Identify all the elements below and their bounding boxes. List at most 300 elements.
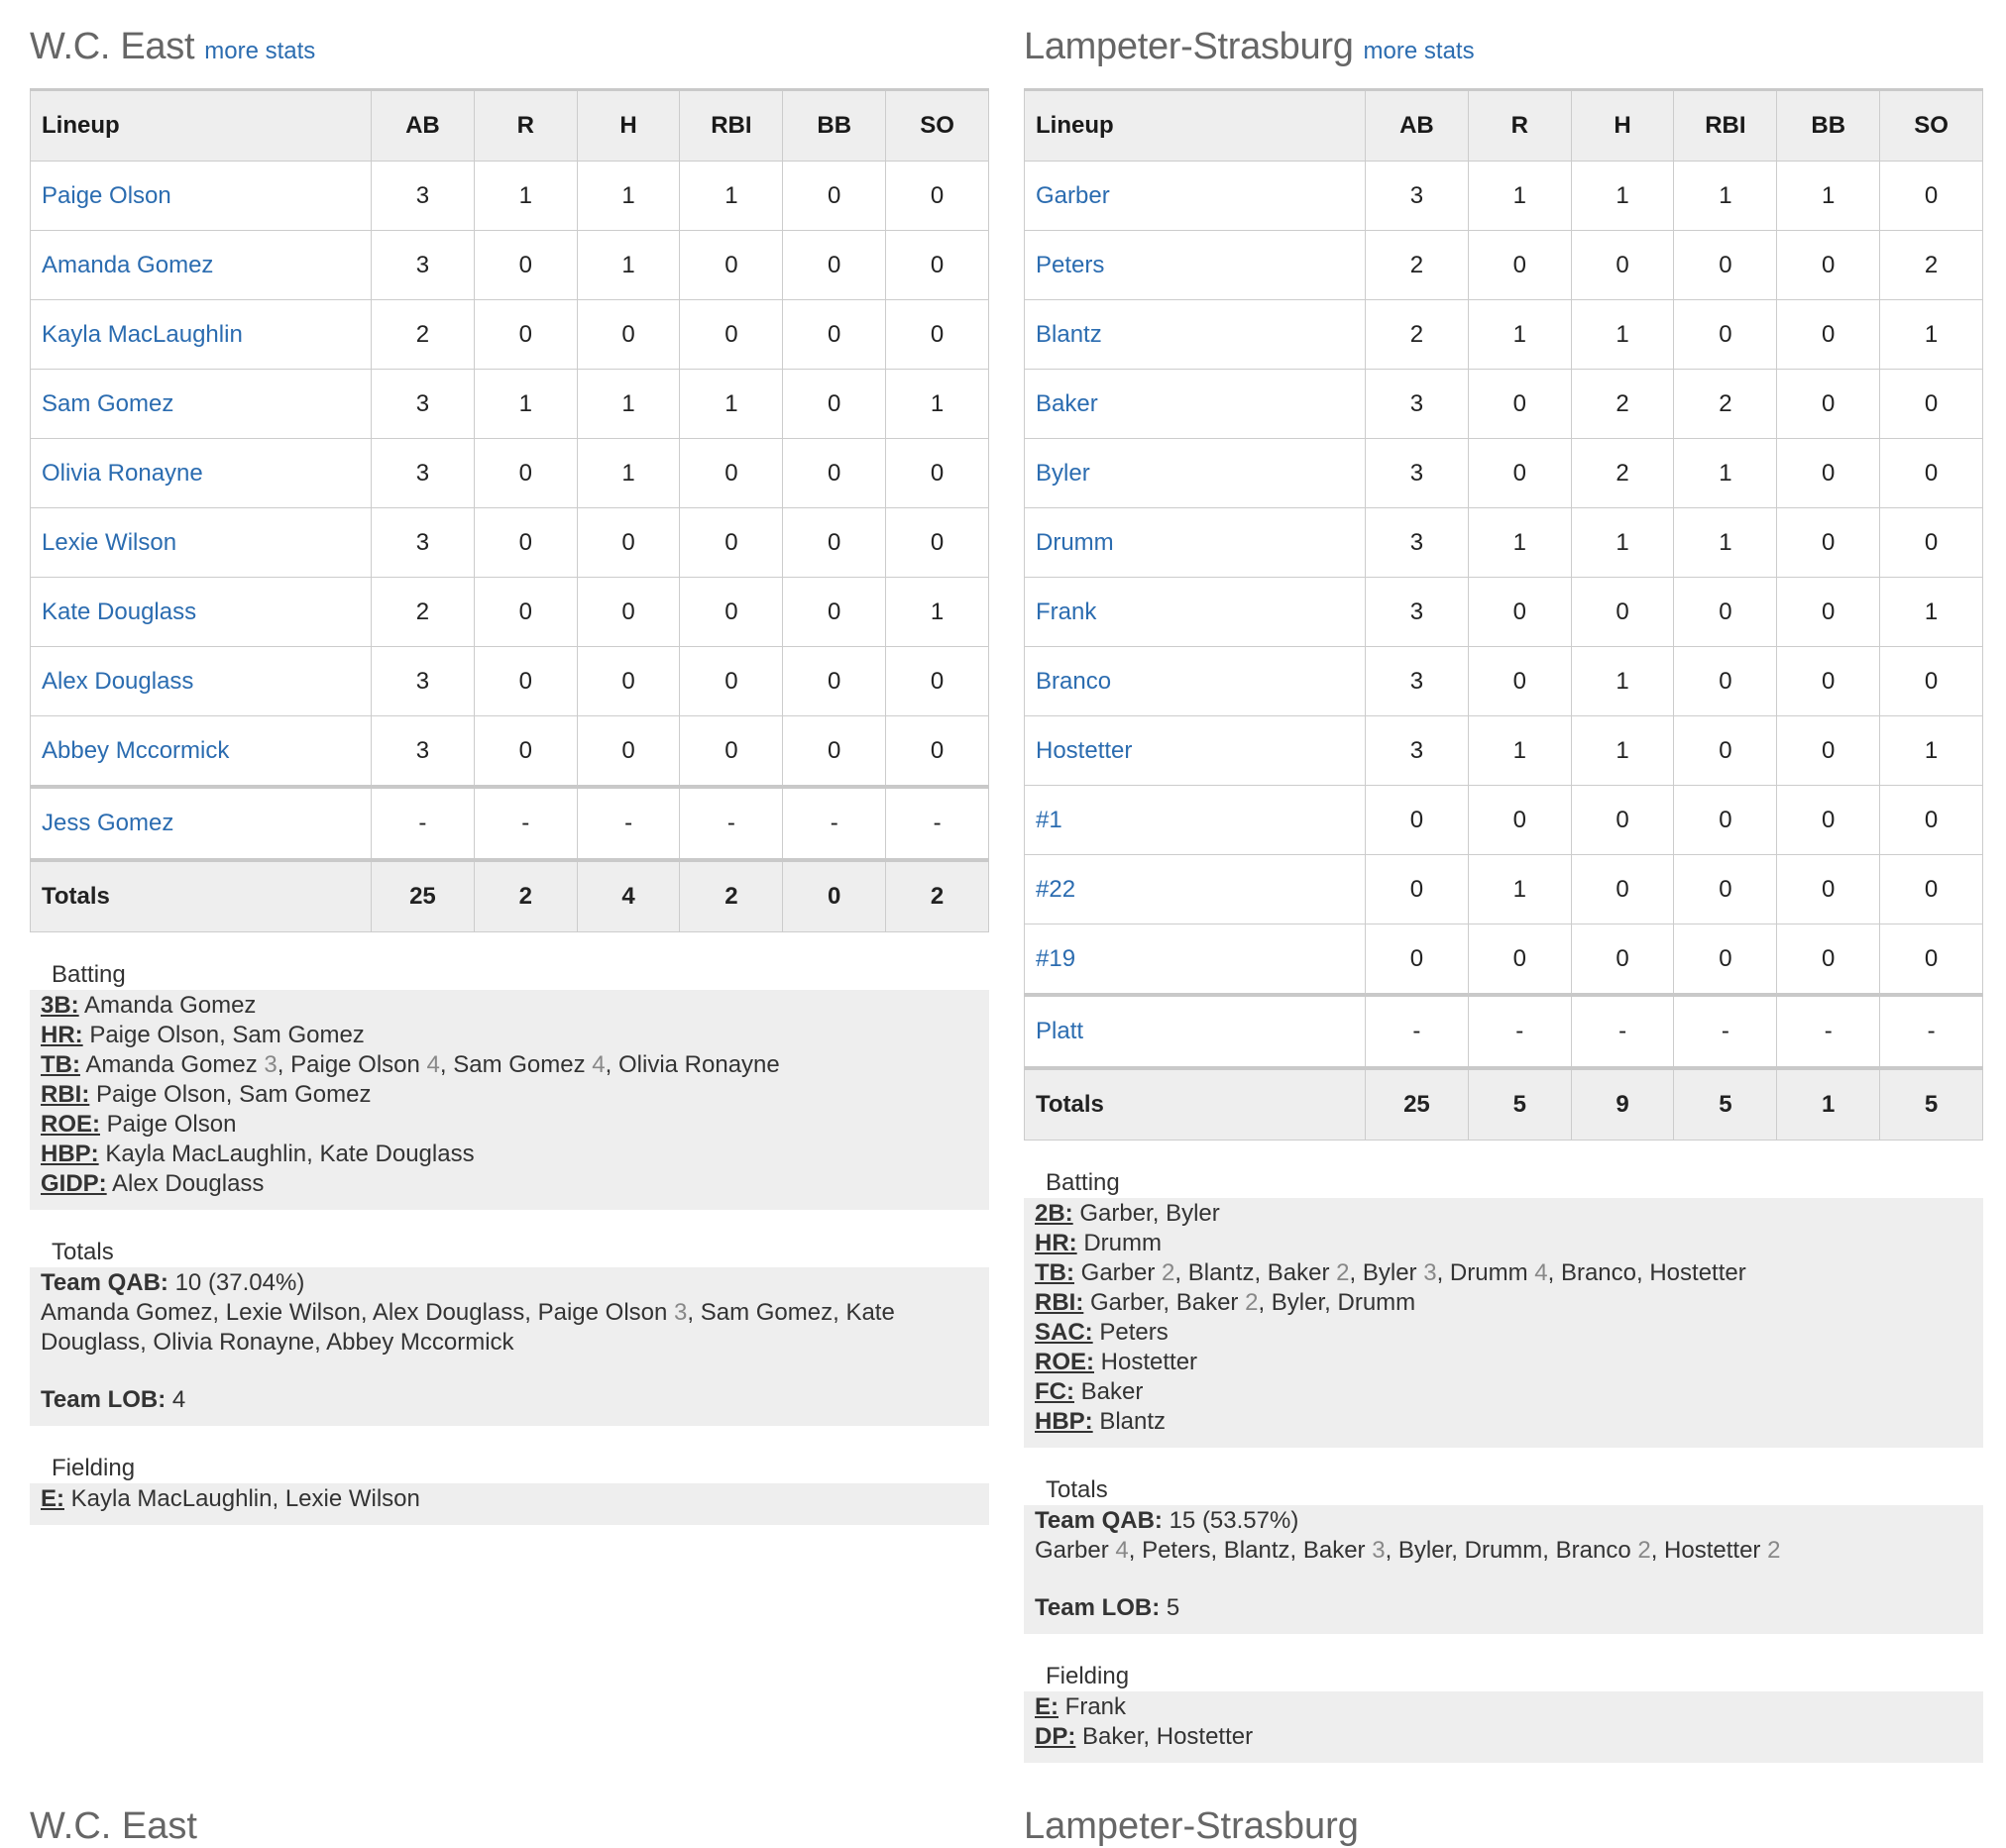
player-link[interactable]: Amanda Gomez bbox=[42, 251, 214, 278]
player-link[interactable]: Frank bbox=[1036, 598, 1097, 625]
stat-cell-so: 1 bbox=[1880, 300, 1983, 370]
stat-cell-rbi: - bbox=[1674, 995, 1777, 1068]
player-row bbox=[31, 787, 989, 860]
stat-cell-so: 0 bbox=[1880, 647, 1983, 716]
stat-line bbox=[1035, 1692, 1972, 1722]
player-name: Sam Gomez bbox=[232, 1022, 365, 1048]
player-name: Amanda Gomez bbox=[85, 1051, 258, 1078]
stat-cell-h: 1 bbox=[577, 370, 680, 439]
player-row bbox=[1025, 231, 1983, 300]
stat-cell-so: 2 bbox=[886, 860, 989, 932]
player-link[interactable]: Drumm bbox=[1036, 528, 1114, 556]
player-link[interactable]: #22 bbox=[1036, 875, 1076, 903]
stat-cell-rbi: 0 bbox=[680, 716, 783, 788]
column-header-ab: AB bbox=[1366, 90, 1469, 162]
stat-cell-h: - bbox=[577, 787, 680, 860]
stat-cell-bb: 0 bbox=[1777, 924, 1880, 996]
player-name: Byler bbox=[1166, 1200, 1220, 1227]
next-team-heading: Lampeter-Strasburg bbox=[1024, 1805, 1359, 1847]
player-row bbox=[1025, 370, 1983, 439]
player-name: Amanda Gomez bbox=[41, 1299, 213, 1326]
stat-count: 2 bbox=[1245, 1289, 1259, 1316]
player-row bbox=[1025, 578, 1983, 647]
stat-cell-bb: 0 bbox=[783, 860, 886, 932]
player-row bbox=[31, 647, 989, 716]
stat-label: RBI: bbox=[1035, 1289, 1084, 1316]
stat-cell-ab: 3 bbox=[1366, 578, 1469, 647]
player-name: Paige Olson bbox=[106, 1111, 237, 1138]
stat-cell-rbi: - bbox=[680, 787, 783, 860]
stat-cell-ab: - bbox=[1366, 995, 1469, 1068]
team-qab bbox=[1035, 1506, 1972, 1536]
qab-players: Garber 4, Peters, Blantz, Baker 3, Byler, Drumm, Branco 2, Hostetter 2 bbox=[1035, 1537, 1781, 1564]
stat-cell-ab: 25 bbox=[372, 860, 475, 932]
stat-line bbox=[1035, 1318, 1972, 1348]
stat-line: HR: Paige Olson, Sam Gomez bbox=[41, 1022, 365, 1048]
player-name: Drumm bbox=[1464, 1537, 1543, 1564]
stat-cell-h: 0 bbox=[1571, 231, 1674, 300]
player-link[interactable]: Alex Douglass bbox=[42, 667, 194, 695]
totals-section bbox=[30, 1238, 989, 1426]
player-name: Paige Olson bbox=[537, 1299, 668, 1326]
stat-cell-ab: 3 bbox=[1366, 370, 1469, 439]
table-header-row bbox=[1025, 90, 1983, 162]
stat-cell-bb: 0 bbox=[783, 716, 886, 788]
stat-count: 3 bbox=[1372, 1537, 1386, 1564]
stat-cell-h: 1 bbox=[1571, 300, 1674, 370]
player-row bbox=[1025, 508, 1983, 578]
stat-label: GIDP: bbox=[41, 1170, 107, 1197]
player-name: Peters bbox=[1142, 1537, 1211, 1564]
team-panel-wc-east bbox=[30, 26, 989, 1525]
stat-cell-r: 0 bbox=[1468, 578, 1571, 647]
stat-cell-rbi: 0 bbox=[680, 300, 783, 370]
player-row bbox=[31, 370, 989, 439]
column-header-so: SO bbox=[886, 90, 989, 162]
stat-cell-h: 2 bbox=[1571, 370, 1674, 439]
player-row bbox=[1025, 716, 1983, 786]
player-name-cell bbox=[1025, 508, 1366, 578]
stat-cell-rbi: 2 bbox=[1674, 370, 1777, 439]
stat-cell-ab: 3 bbox=[372, 439, 475, 508]
stat-cell-bb: 0 bbox=[783, 439, 886, 508]
stat-cell-rbi: 0 bbox=[1674, 855, 1777, 924]
stat-cell-r: 1 bbox=[1468, 300, 1571, 370]
player-name-cell bbox=[1025, 300, 1366, 370]
batting-details bbox=[1024, 1198, 1983, 1448]
fielding-title: Fielding bbox=[52, 1455, 136, 1481]
player-name: Peters bbox=[1099, 1319, 1169, 1346]
player-name: Branco bbox=[1555, 1537, 1631, 1564]
totals-row bbox=[31, 860, 989, 932]
stat-cell-r: 1 bbox=[1468, 508, 1571, 578]
stat-label: HBP: bbox=[1035, 1408, 1093, 1435]
stat-cell-ab: 2 bbox=[1366, 231, 1469, 300]
stat-cell-rbi: 1 bbox=[680, 162, 783, 231]
spacer bbox=[1035, 1566, 1972, 1593]
player-name-cell bbox=[1025, 370, 1366, 439]
player-link[interactable]: Hostetter bbox=[1036, 736, 1133, 764]
stat-cell-h: 1 bbox=[577, 439, 680, 508]
player-name-cell bbox=[1025, 439, 1366, 508]
player-row bbox=[31, 162, 989, 231]
player-name: Paige Olson bbox=[96, 1081, 226, 1108]
stat-cell-r: 0 bbox=[1468, 370, 1571, 439]
stat-cell-so: 0 bbox=[886, 231, 989, 300]
more-stats-link[interactable]: more stats bbox=[1363, 38, 1475, 64]
player-name-cell bbox=[31, 439, 372, 508]
stat-cell-r: 0 bbox=[474, 231, 577, 300]
totals-label: Totals bbox=[31, 860, 372, 932]
stat-cell-r: 0 bbox=[1468, 231, 1571, 300]
player-name: Abbey Mccormick bbox=[326, 1329, 514, 1356]
stat-cell-bb: 0 bbox=[783, 370, 886, 439]
stat-cell-r: - bbox=[474, 787, 577, 860]
stat-label: DP: bbox=[1035, 1723, 1076, 1750]
player-name-cell bbox=[1025, 924, 1366, 996]
spacer bbox=[41, 1358, 978, 1385]
stat-cell-r: - bbox=[1468, 995, 1571, 1068]
stat-cell-so: 0 bbox=[1880, 162, 1983, 231]
team-name: Lampeter-Strasburg bbox=[1024, 26, 1354, 67]
batting-section bbox=[1024, 1168, 1983, 1448]
qab-value: 15 (53.57%) bbox=[1169, 1507, 1299, 1534]
player-name: Byler bbox=[1397, 1537, 1452, 1564]
player-name: Garber bbox=[1035, 1537, 1109, 1564]
stat-label: HBP: bbox=[41, 1141, 99, 1167]
stat-count: 3 bbox=[264, 1051, 278, 1078]
player-name: Kayla MacLaughlin bbox=[105, 1141, 307, 1167]
stat-cell-h: 0 bbox=[1571, 786, 1674, 855]
team-qab bbox=[41, 1268, 978, 1298]
player-name-cell bbox=[1025, 578, 1366, 647]
stat-cell-ab: 3 bbox=[1366, 647, 1469, 716]
player-name: Sam Gomez bbox=[239, 1081, 372, 1108]
player-name: Byler bbox=[1271, 1289, 1325, 1316]
stat-cell-bb: 0 bbox=[783, 231, 886, 300]
stat-cell-bb: 0 bbox=[1777, 716, 1880, 786]
fielding-details bbox=[1024, 1691, 1983, 1763]
stat-cell-h: 9 bbox=[1571, 1068, 1674, 1141]
player-name-cell bbox=[31, 508, 372, 578]
stat-line: TB: Garber 2, Blantz, Baker 2, Byler 3, Drumm 4, Branco, Hostetter bbox=[1035, 1259, 1746, 1286]
stat-cell-h: 0 bbox=[577, 716, 680, 788]
player-name-cell bbox=[1025, 231, 1366, 300]
stat-line bbox=[41, 1110, 978, 1140]
batting-details bbox=[30, 990, 989, 1210]
player-link[interactable]: Byler bbox=[1036, 459, 1090, 487]
stat-cell-r: 1 bbox=[1468, 162, 1571, 231]
stat-cell-bb: - bbox=[783, 787, 886, 860]
stat-line: RBI: Garber, Baker 2, Byler, Drumm bbox=[1035, 1289, 1416, 1316]
stat-cell-rbi: 0 bbox=[1674, 924, 1777, 996]
player-name: Lexie Wilson bbox=[225, 1299, 361, 1326]
stat-cell-ab: 2 bbox=[1366, 300, 1469, 370]
player-name: Hostetter bbox=[1649, 1259, 1746, 1286]
stat-line: RBI: Paige Olson, Sam Gomez bbox=[41, 1081, 372, 1108]
column-header-lineup: Lineup bbox=[31, 90, 372, 162]
totals-details bbox=[30, 1267, 989, 1426]
stat-count: 3 bbox=[674, 1299, 688, 1326]
stat-cell-ab: 25 bbox=[1366, 1068, 1469, 1141]
stat-cell-rbi: 0 bbox=[1674, 647, 1777, 716]
player-link[interactable]: Paige Olson bbox=[42, 181, 171, 209]
stat-cell-rbi: 1 bbox=[1674, 439, 1777, 508]
player-link[interactable]: Kate Douglass bbox=[42, 598, 197, 625]
player-name: Sam Gomez bbox=[700, 1299, 834, 1326]
player-name: Kate Douglass bbox=[319, 1141, 475, 1167]
stat-cell-ab: 3 bbox=[372, 647, 475, 716]
qab-value: 10 (37.04%) bbox=[174, 1269, 305, 1296]
stat-cell-rbi: 0 bbox=[680, 647, 783, 716]
stat-cell-rbi: 0 bbox=[680, 578, 783, 647]
player-name: Olivia Ronayne bbox=[153, 1329, 315, 1356]
player-name-cell bbox=[31, 300, 372, 370]
lob-value: 5 bbox=[1166, 1594, 1180, 1621]
totals-title: Totals bbox=[1046, 1476, 1108, 1503]
stat-cell-ab: 0 bbox=[1366, 855, 1469, 924]
player-link[interactable]: Baker bbox=[1036, 389, 1098, 417]
stat-cell-r: 5 bbox=[1468, 1068, 1571, 1141]
stat-cell-bb: 0 bbox=[1777, 578, 1880, 647]
stat-cell-r: 1 bbox=[474, 162, 577, 231]
player-name: Paige Olson bbox=[290, 1051, 420, 1078]
player-name: Baker bbox=[1302, 1537, 1366, 1564]
stat-line: HBP: Kayla MacLaughlin, Kate Douglass bbox=[41, 1141, 475, 1167]
stat-cell-ab: 2 bbox=[372, 300, 475, 370]
column-header-h: H bbox=[577, 90, 680, 162]
box-score-table bbox=[30, 88, 989, 932]
player-row bbox=[1025, 924, 1983, 996]
stat-label: ROE: bbox=[1035, 1349, 1094, 1375]
player-row bbox=[1025, 786, 1983, 855]
stat-cell-so: 0 bbox=[1880, 924, 1983, 996]
player-name-cell bbox=[1025, 647, 1366, 716]
stat-cell-r: 0 bbox=[474, 508, 577, 578]
totals-section bbox=[1024, 1475, 1983, 1634]
stat-cell-ab: 3 bbox=[1366, 162, 1469, 231]
stat-cell-so: 0 bbox=[1880, 439, 1983, 508]
player-name-cell bbox=[31, 647, 372, 716]
totals-details bbox=[1024, 1505, 1983, 1634]
player-name-cell bbox=[31, 578, 372, 647]
stat-cell-bb: - bbox=[1777, 995, 1880, 1068]
player-link[interactable]: Kayla MacLaughlin bbox=[42, 320, 243, 348]
player-name: Olivia Ronayne bbox=[618, 1051, 780, 1078]
stat-cell-so: 1 bbox=[886, 370, 989, 439]
player-row bbox=[31, 508, 989, 578]
column-header-ab: AB bbox=[372, 90, 475, 162]
stat-label: FC: bbox=[1035, 1378, 1074, 1405]
player-name: Garber bbox=[1090, 1289, 1164, 1316]
next-team-heading: W.C. East bbox=[30, 1805, 197, 1847]
player-name: Garber bbox=[1079, 1200, 1153, 1227]
stat-cell-h: 0 bbox=[1571, 578, 1674, 647]
lob-label: Team LOB: bbox=[1035, 1594, 1161, 1621]
stat-count: 3 bbox=[1423, 1259, 1437, 1286]
stat-cell-h: 1 bbox=[1571, 716, 1674, 786]
fielding-section bbox=[1024, 1662, 1983, 1763]
totals-label: Totals bbox=[1025, 1068, 1366, 1141]
stat-cell-so: 5 bbox=[1880, 1068, 1983, 1141]
stat-cell-r: 0 bbox=[1468, 647, 1571, 716]
stat-label: 2B: bbox=[1035, 1200, 1073, 1227]
stat-cell-r: 0 bbox=[1468, 786, 1571, 855]
stat-cell-bb: 0 bbox=[1777, 439, 1880, 508]
stat-cell-so: 0 bbox=[886, 439, 989, 508]
stat-cell-r: 0 bbox=[1468, 924, 1571, 996]
stat-cell-ab: 3 bbox=[1366, 716, 1469, 786]
stat-count: 2 bbox=[1162, 1259, 1175, 1286]
stat-cell-h: 0 bbox=[577, 300, 680, 370]
player-name: Blantz bbox=[1099, 1408, 1167, 1435]
stat-cell-rbi: 0 bbox=[680, 439, 783, 508]
player-name: Baker bbox=[1175, 1289, 1239, 1316]
stat-cell-h: 0 bbox=[1571, 924, 1674, 996]
player-link[interactable]: Blantz bbox=[1036, 320, 1102, 348]
player-link[interactable]: Peters bbox=[1036, 251, 1105, 278]
column-header-rbi: RBI bbox=[680, 90, 783, 162]
player-name: Blantz bbox=[1223, 1537, 1290, 1564]
stat-count: 4 bbox=[592, 1051, 606, 1078]
stat-cell-so: 1 bbox=[1880, 716, 1983, 786]
stat-cell-so: 0 bbox=[1880, 855, 1983, 924]
stat-line: TB: Amanda Gomez 3, Paige Olson 4, Sam Gomez 4, Olivia Ronayne bbox=[41, 1051, 780, 1078]
stat-cell-h: - bbox=[1571, 995, 1674, 1068]
batting-section bbox=[30, 960, 989, 1210]
batting-title: Batting bbox=[1046, 1169, 1120, 1196]
stat-cell-so: 0 bbox=[886, 508, 989, 578]
stat-line bbox=[41, 1169, 978, 1199]
stat-cell-bb: 0 bbox=[1777, 647, 1880, 716]
team-panel-lampeter-strasburg bbox=[1024, 26, 1983, 1763]
stat-line bbox=[41, 991, 978, 1021]
player-name: Baker bbox=[1080, 1378, 1144, 1405]
player-name: Baker bbox=[1267, 1259, 1330, 1286]
stat-cell-bb: 0 bbox=[783, 578, 886, 647]
player-name: Drumm bbox=[1083, 1230, 1162, 1256]
stat-cell-bb: 0 bbox=[783, 647, 886, 716]
stat-cell-rbi: 1 bbox=[1674, 162, 1777, 231]
stat-cell-so: - bbox=[1880, 995, 1983, 1068]
fielding-section bbox=[30, 1454, 989, 1525]
player-name-cell bbox=[1025, 995, 1366, 1068]
team-lob bbox=[41, 1385, 978, 1415]
player-link[interactable]: Lexie Wilson bbox=[42, 528, 177, 556]
player-name-cell bbox=[1025, 786, 1366, 855]
stat-line bbox=[1035, 1407, 1972, 1437]
stat-count: 4 bbox=[1115, 1537, 1129, 1564]
column-header-lineup: Lineup bbox=[1025, 90, 1366, 162]
player-name: Hostetter bbox=[1664, 1537, 1761, 1564]
stat-cell-r: 0 bbox=[1468, 439, 1571, 508]
stat-cell-so: 0 bbox=[1880, 508, 1983, 578]
player-name: Alex Douglass bbox=[372, 1299, 525, 1326]
player-name: Lexie Wilson bbox=[284, 1485, 420, 1512]
stat-line bbox=[1035, 1229, 1972, 1258]
player-name-cell bbox=[31, 162, 372, 231]
stat-cell-h: 1 bbox=[1571, 162, 1674, 231]
stat-cell-r: 0 bbox=[474, 578, 577, 647]
stat-cell-rbi: 0 bbox=[680, 231, 783, 300]
player-name-cell bbox=[31, 787, 372, 860]
stat-count: 4 bbox=[426, 1051, 440, 1078]
more-stats-link[interactable]: more stats bbox=[204, 38, 316, 64]
stat-cell-ab: 3 bbox=[372, 716, 475, 788]
qab-label: Team QAB: bbox=[41, 1269, 168, 1296]
stat-cell-bb: 0 bbox=[783, 162, 886, 231]
stat-cell-r: 1 bbox=[474, 370, 577, 439]
stat-cell-r: 2 bbox=[474, 860, 577, 932]
stat-cell-ab: 3 bbox=[372, 370, 475, 439]
stat-cell-so: - bbox=[886, 787, 989, 860]
player-row bbox=[31, 578, 989, 647]
stat-cell-r: 0 bbox=[474, 716, 577, 788]
team-header bbox=[30, 26, 989, 80]
stat-cell-so: 0 bbox=[1880, 370, 1983, 439]
stat-cell-bb: 0 bbox=[1777, 370, 1880, 439]
stat-cell-so: 1 bbox=[886, 578, 989, 647]
player-row bbox=[31, 300, 989, 370]
player-name: Sam Gomez bbox=[453, 1051, 586, 1078]
stat-label: RBI: bbox=[41, 1081, 90, 1108]
player-link[interactable]: Branco bbox=[1036, 667, 1112, 695]
player-name: Frank bbox=[1064, 1693, 1127, 1720]
player-name: Hostetter bbox=[1156, 1723, 1254, 1750]
stat-cell-so: 1 bbox=[1880, 578, 1983, 647]
player-link[interactable]: Sam Gomez bbox=[42, 389, 174, 417]
stat-cell-ab: 2 bbox=[372, 578, 475, 647]
stat-label: SAC: bbox=[1035, 1319, 1093, 1346]
stat-cell-ab: 3 bbox=[1366, 439, 1469, 508]
stat-cell-h: 0 bbox=[577, 508, 680, 578]
stat-label: 3B: bbox=[41, 992, 79, 1019]
stat-cell-so: 0 bbox=[886, 162, 989, 231]
stat-cell-h: 1 bbox=[577, 231, 680, 300]
player-name: Amanda Gomez bbox=[84, 992, 257, 1019]
stat-cell-h: 0 bbox=[577, 578, 680, 647]
player-name-cell bbox=[31, 716, 372, 788]
player-link[interactable]: #1 bbox=[1036, 806, 1062, 833]
stat-cell-ab: 3 bbox=[372, 508, 475, 578]
stat-count: 2 bbox=[1637, 1537, 1651, 1564]
stat-cell-ab: - bbox=[372, 787, 475, 860]
player-link[interactable]: Abbey Mccormick bbox=[42, 736, 230, 764]
stat-cell-ab: 3 bbox=[372, 231, 475, 300]
stat-cell-r: 0 bbox=[474, 647, 577, 716]
stat-cell-r: 1 bbox=[1468, 716, 1571, 786]
player-row bbox=[1025, 995, 1983, 1068]
player-name: Baker bbox=[1082, 1723, 1144, 1750]
player-link[interactable]: #19 bbox=[1036, 944, 1076, 972]
box-score-table bbox=[1024, 88, 1983, 1141]
lob-label: Team LOB: bbox=[41, 1386, 167, 1413]
stat-label: E: bbox=[1035, 1693, 1059, 1720]
stat-cell-bb: 0 bbox=[1777, 786, 1880, 855]
stat-cell-h: 1 bbox=[1571, 508, 1674, 578]
stat-cell-r: 0 bbox=[474, 439, 577, 508]
stat-cell-bb: 0 bbox=[1777, 300, 1880, 370]
stat-cell-rbi: 0 bbox=[1674, 578, 1777, 647]
player-link[interactable]: Olivia Ronayne bbox=[42, 459, 203, 487]
player-link[interactable]: Platt bbox=[1036, 1018, 1084, 1044]
player-name-cell bbox=[1025, 162, 1366, 231]
totals-title: Totals bbox=[52, 1239, 114, 1265]
stat-cell-h: 2 bbox=[1571, 439, 1674, 508]
player-link[interactable]: Jess Gomez bbox=[42, 810, 174, 836]
player-row bbox=[31, 439, 989, 508]
player-link[interactable]: Garber bbox=[1036, 181, 1110, 209]
